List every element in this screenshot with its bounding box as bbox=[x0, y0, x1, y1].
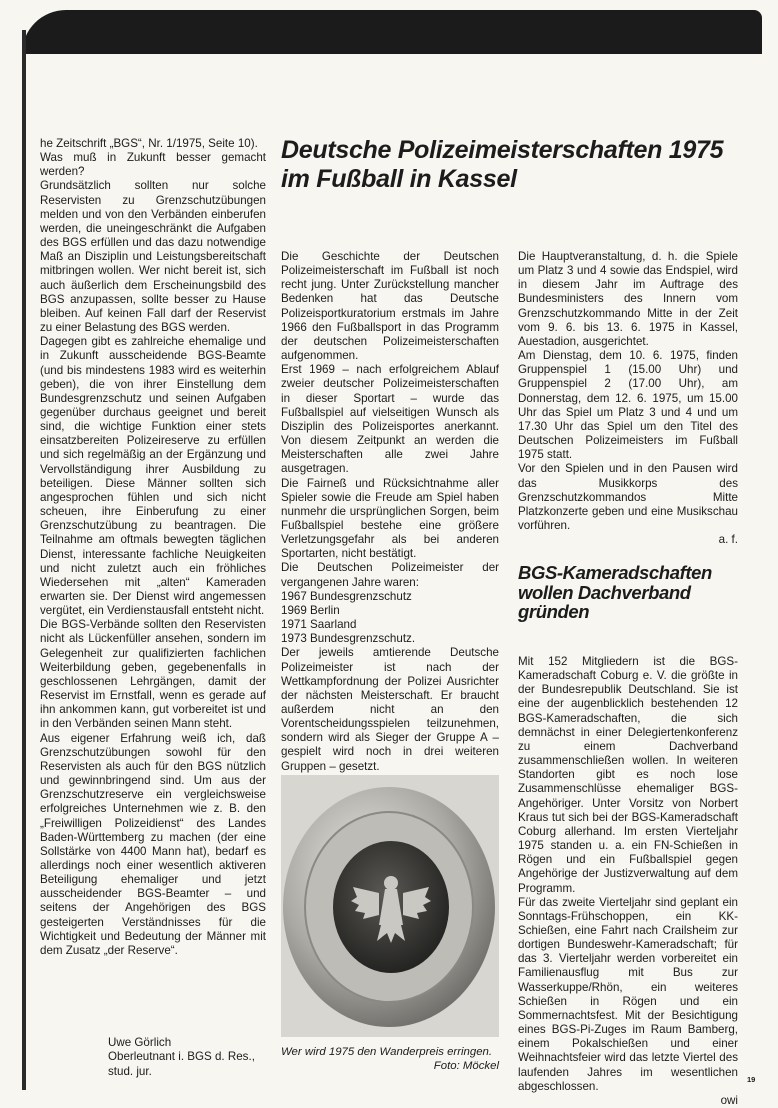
signature-study: stud. jur. bbox=[108, 1064, 152, 1078]
article-paragraph: Am Dienstag, dem 10. 6. 1975, finden Gruppenspiel 1 (15.00 Uhr) und Gruppenspiel 2 (17.00 Uhr), am Donnerstag, dem 12. 6. 1975, um 15.00 Uhr das Spiel um Platz 3 und 4 und um 17.30 Uhr das Spiel um den Titel des Deutschen Polizeimeisters im Fußball 1975 statt. bbox=[518, 349, 738, 462]
article-paragraph: Die Deutschen Polizeimeister der vergangenen Jahre waren: bbox=[281, 561, 499, 589]
champion-item: 1973 Bundesgrenzschutz. bbox=[281, 632, 416, 646]
top-border-bar bbox=[22, 10, 762, 54]
letter-paragraph: Grundsätzlich sollten nur solche Reservisten zu Grenzschutzübungen melden und von den Verbänden einberufen werden, die uneingeschränkt die Aufgaben des BGS erfüllen und das dazu notwendige Maß an Disziplin und Leistungsbereitschaft mitbringen wollen. Wer nicht bereit ist, sich auch äußerlich dem Erscheinungsbild des BGS anzupassen, sollte besser zu Hause bleiben. Auf keinen Fall darf der Reservist zu einer Belastung des BGS werden. bbox=[40, 179, 266, 335]
article-paragraph: Die Fairneß und Rücksichtnahme aller Spieler sowie die Freude am Spiel haben nunmehr die ursprünglichen Sorgen, beim Fußballspiel bestehe eine größere Verletzungsgefahr als bei anderen Sportarten, nicht bestätigt. bbox=[281, 476, 499, 561]
left-border-line bbox=[22, 30, 26, 1090]
article-column-1 bbox=[281, 250, 499, 774]
champion-item: 1971 Saarland bbox=[281, 618, 357, 632]
letter-paragraph: Was muß in Zukunft besser gemacht werden? bbox=[40, 151, 266, 179]
article2-paragraph: Mit 152 Mitgliedern ist die BGS-Kameradschaft Coburg e. V. die größte in der Bundesrepublik Deutschland. Sie ist eine der augenblicklich bestehenden 12 BGS-Kameradschaften, die sich demnächst in einer Delegiertenkonferenz zu einem Dachverband zusammenschließen wollen. In weiteren Standorten gibt es noch lose Zusammenschlüsse ehemaliger BGS-Angehöriger. Unter Vorsitz von Norbert Kraus tut sich bei der BGS-Kameradschaft Coburg allerhand. Im ersten Vierteljahr 1975 standen u. a. ein FN-Schießen in Rögen und ein Fußballspiel gegen Angehörige der Justizverwaltung auf dem Programm. bbox=[518, 655, 738, 895]
letter-paragraph: Aus eigener Erfahrung weiß ich, daß Grenzschutzübungen sowohl für den Reservisten als auch für den BGS nützlich und gewinnbringend sind. Um aus der Grenzschutzreserve ein vergleichsweise erfolgreiches Unternehmen wie z. B. den „Freiwilligen Polizeidienst“ des Landes Baden-Württemberg zu machen (der eine Sollstärke von 4400 Mann hat), bedarf es allerdings noch einer wesentlich aktiveren Beteiligung ehemaliger und jetzt ausscheidender BGS-Beamter – und seitens der Angehörigen des BGS gesteigerten Verständnisses für die Wichtigkeit und Bedeutung der Männer mit dem Zusatz „der Reserve“. bbox=[40, 731, 266, 957]
page-number: 19 bbox=[747, 1075, 756, 1084]
letter-paragraph: Dagegen gibt es zahlreiche ehemalige und in Zukunft ausscheidende BGS-Beamte (und bis mindestens 1983 wird es weiterhin geben), die von ihrer Einstellung dem Bundesgrenzschutz und seinen Aufgaben gegenüber durchaus geeignet und bereit sind, die wichtige Funktion einer stets einsatzbereiten Polizeireserve zu erfüllen und sich regelmäßig an der Ergänzung und Vervollständigung ihrer Ausbildung zu beteiligen. Diese Männer sollten sich angesprochen fühlen und sich nicht scheuen, ihre Einberufung zu einer Grenzschutzübung zu beantragen. Die Teilnahme am oftmals bewegten täglichen Dienst, interessante fachliche Neuigkeiten und nicht zuletzt auch ein fröhliches Wiedersehen mit „alten“ Kameraden erwarten sie. Der Dienst wird angemessen vergütet, ein Verdienstausfall entsteht nicht. bbox=[40, 335, 266, 618]
article2-column bbox=[518, 655, 738, 1108]
letter-column bbox=[40, 137, 266, 958]
article2-headline: BGS-Kameradschaften wollen Dachverband gründen bbox=[518, 562, 712, 622]
photo-caption bbox=[281, 1045, 499, 1074]
article2-paragraph: Für das zweite Vierteljahr sind geplant ein Sonntags-Frühschoppen, ein KK-Schießen, eine Fahrt nach Crailsheim zur dortigen Bundeswehr-Kameradschaft; für das 3. Vierteljahr werden vorbereitet ein Familienausflug mit Bus zur Wasserkuppe/Rhön, ein weiteres Schießen in Rögen und ein Sommernachtsfest. Mit der Besichtigung eines BGS-Pi-Zuges im Raum Bamberg, einem Pokalschießen und einer Weihnachtsfeier wird das letzte Viertel des laufenden Jahres im wesentlichen abgeschlossen. bbox=[518, 895, 738, 1093]
champion-item: 1969 Berlin bbox=[281, 603, 340, 617]
champion-item: 1967 Bundesgrenzschutz bbox=[281, 589, 412, 603]
article2-author: owi bbox=[720, 1093, 738, 1107]
article-column-2 bbox=[518, 250, 738, 547]
article-paragraph: Die Geschichte der Deutschen Polizeimeisterschaft im Fußball ist noch recht jung. Unter Zurückstellung mancher Bedenken hat das Deutsche Polizeisportkuratorium erstmals im Jahre 1966 den Fußballsport in das Programm der deutschen Polizeimeisterschaften aufgenommen. bbox=[281, 250, 499, 363]
letter-paragraph: he Zeitschrift „BGS“, Nr. 1/1975, Seite 10). bbox=[40, 137, 258, 150]
photo-credit: Foto: Möckel bbox=[433, 1060, 499, 1073]
article-author: a. f. bbox=[718, 533, 738, 547]
article-paragraph: Vor den Spielen und in den Pausen wird das Musikkorps des Grenzschutzkommandos Mitte Platzkonzerte geben und eine Musikschau vorführen. bbox=[518, 462, 738, 532]
signature-rank: Oberleutnant i. BGS d. Res., bbox=[108, 1050, 255, 1064]
caption-text: Wer wird 1975 den Wanderpreis erringen. bbox=[281, 1046, 493, 1058]
trophy-plate-image bbox=[281, 775, 499, 1037]
trophy-photo bbox=[281, 775, 499, 1037]
article-paragraph: Erst 1969 – nach erfolgreichem Ablauf zweier deutscher Polizeimeisterschaften in dieser Sportart – wurde das Fußballspiel auf vielseitigen Wunsch als Disziplin des Polizeisportes anerkannt. Von diesem Zeitpunkt an werden die Meisterschaften alle zwei Jahre ausgetragen. bbox=[281, 363, 499, 476]
article-paragraph: Die Hauptveranstaltung, d. h. die Spiele um Platz 3 und 4 sowie das Endspiel, wird in diesem Jahr im Auftrage des Bundesministers des Innern vom Grenzschutzkommando Mitte in der Zeit vom 9. 6. bis 13. 6. 1975 in Kassel, Auestadion, ausgerichtet. bbox=[518, 250, 738, 348]
letter-signature bbox=[108, 1036, 278, 1079]
letter-paragraph: Die BGS-Verbände sollten den Reservisten nicht als Lückenfüller ansehen, sondern im Gelegenheit zur qualifizierten fachlichen Weiterbildung geben, gegebenenfalls in geschlossenen Lehrgängen, damit der Reservist im Ernstfall, wenn es gerade auf ihn ankommen kann, gut vorbereitet ist und in den Verbänden seinen Mann steht. bbox=[40, 618, 266, 731]
article-paragraph: Der jeweils amtierende Deutsche Polizeimeister ist nach der Wettkampfordnung der Polizei Ausrichter der nächsten Meisterschaft. Er braucht außerdem nicht an den Vorentscheidungsspielen teilzunehmen, sondern wird als Sieger der Gruppe A – gespielt wird noch in drei weiteren Gruppen – gesetzt. bbox=[281, 646, 499, 773]
signature-name: Uwe Görlich bbox=[108, 1036, 172, 1049]
article-headline: Deutsche Polizeimeisterschaften 1975 im Fußball in Kassel bbox=[281, 136, 724, 193]
